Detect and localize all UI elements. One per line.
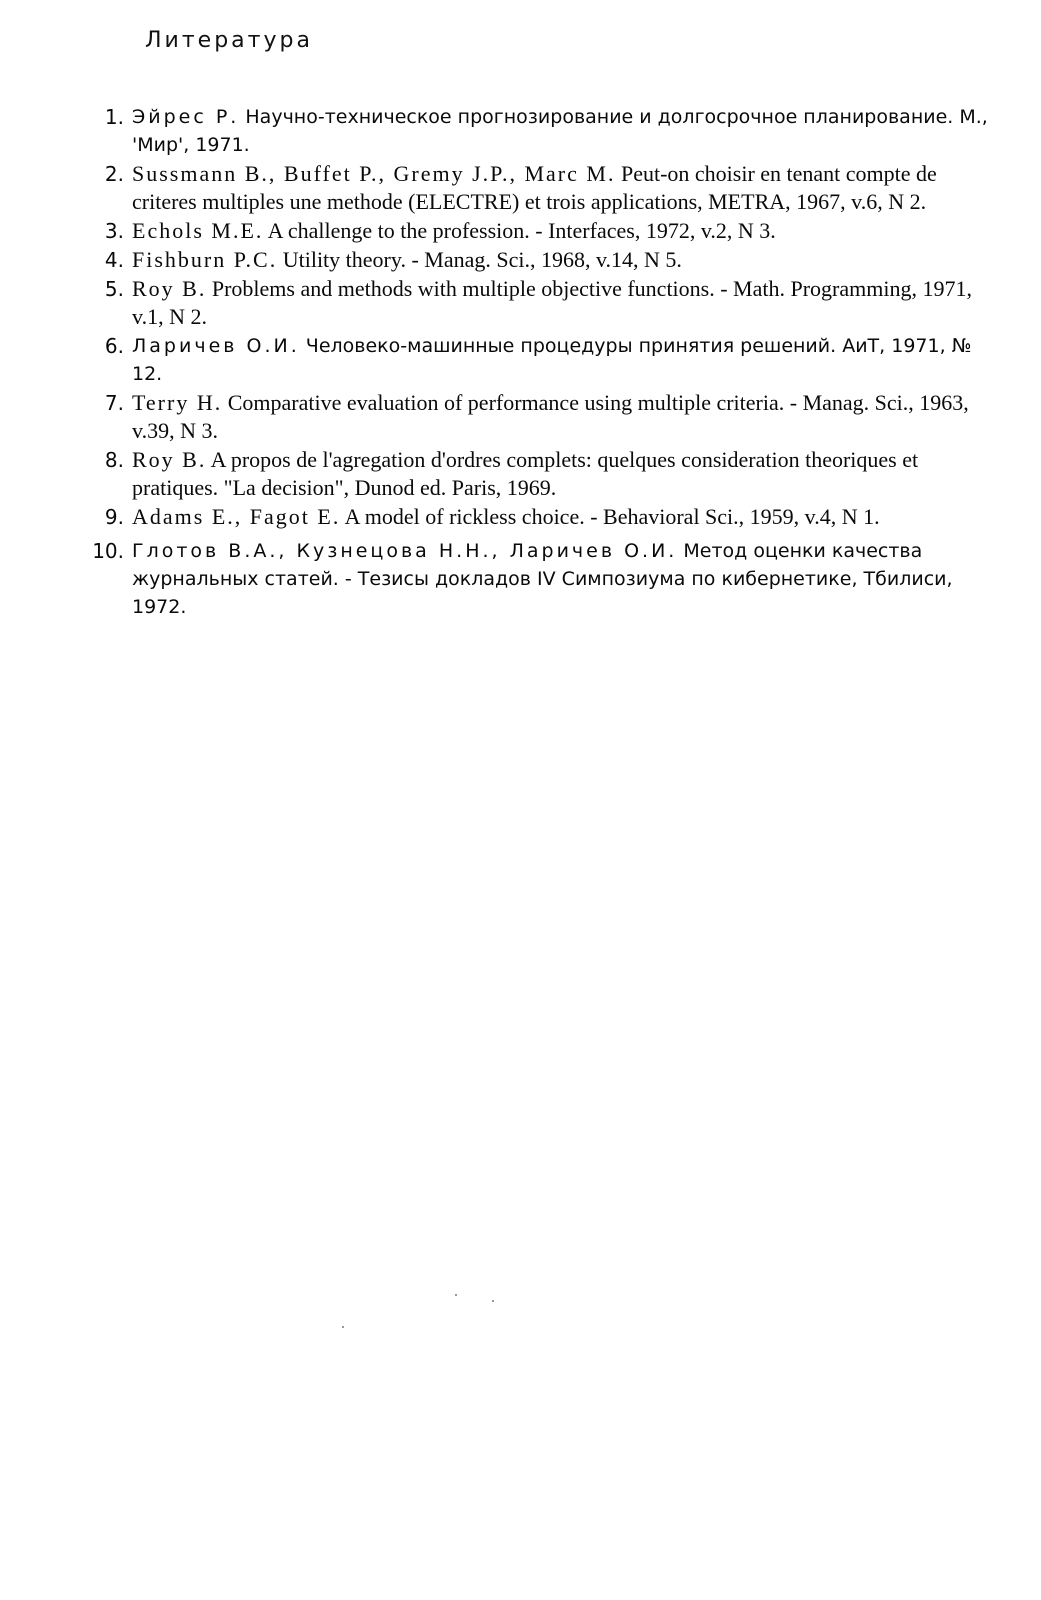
reference-text: Человеко-машинные процедуры принятия решений. АиТ, 1971, № 12. (132, 335, 972, 385)
reference-author: Fishburn P.C. (132, 247, 278, 272)
reference-item (78, 246, 990, 274)
reference-author: Roy B. (132, 447, 207, 472)
reference-author: Эйрес Р. (132, 106, 240, 128)
reference-body (132, 537, 990, 621)
reference-item (78, 446, 990, 502)
reference-body (132, 503, 990, 531)
reference-text: A challenge to the profession. - Interfaces, 1972, v.2, N 3. (263, 218, 776, 243)
reference-text: Peut-on choisir en tenant compte de criteres multiples une methode (ELECTRE) et trois applications, METRA, 1967, v.6, N 2. (132, 161, 937, 214)
reference-number: 5. (104, 277, 124, 301)
reference-author: Roy B. (132, 276, 207, 301)
reference-item (78, 389, 990, 445)
reference-text: Utility theory. - Manag. Sci., 1968, v.14, N 5. (277, 247, 682, 272)
reference-body (132, 246, 990, 274)
reference-item (78, 103, 990, 159)
reference-item (78, 332, 990, 388)
reference-body (132, 275, 990, 331)
reference-body (132, 103, 990, 159)
reference-number: 3. (104, 219, 124, 243)
reference-number: 1. (104, 105, 124, 129)
reference-text: Problems and methods with multiple objective functions. - Math. Programming, 1971, v.1, N 2. (132, 276, 972, 329)
reference-item (78, 537, 990, 621)
reference-body (132, 217, 990, 245)
reference-number: 6. (104, 334, 124, 358)
reference-author: Sussmann B., Buffet P., Gremy J.P., Marc M. (132, 161, 616, 186)
reference-item (78, 503, 990, 531)
reference-body (132, 332, 990, 388)
reference-text: Метод оценки качества журнальных статей. - Тезисы докладов IV Симпозиума по кибернетике, Тбилиси, 1972. (132, 540, 953, 618)
reference-author: Echols M.E. (132, 218, 264, 243)
reference-list (78, 103, 990, 622)
reference-author: Adams E., Fagot E. (132, 504, 341, 529)
scan-speck (455, 1294, 457, 1296)
reference-body (132, 160, 990, 216)
reference-body (132, 389, 990, 445)
reference-text: Comparative evaluation of performance using multiple criteria. - Manag. Sci., 1963, v.39, N 3. (132, 390, 969, 443)
reference-number: 9. (104, 505, 124, 529)
scan-speck (492, 1300, 494, 1302)
reference-number: 10. (92, 539, 124, 563)
reference-item (78, 275, 990, 331)
reference-number: 7. (104, 391, 124, 415)
reference-author: Terry H. (132, 390, 223, 415)
reference-item (78, 160, 990, 216)
reference-text: Научно-техническое прогнозирование и долгосрочное планирование. М., 'Мир', 1971. (132, 106, 988, 156)
reference-number: 8. (104, 448, 124, 472)
reference-author: Ларичев О.И. (132, 335, 300, 357)
reference-number: 2. (104, 162, 124, 186)
reference-text: A model of rickless choice. - Behavioral Sci., 1959, v.4, N 1. (340, 504, 880, 529)
reference-body (132, 446, 990, 502)
section-heading: Литература (145, 28, 313, 53)
reference-author: Глотов В.А., Кузнецова Н.Н., Ларичев О.И. (132, 540, 678, 562)
reference-text: A propos de l'agregation d'ordres complets: quelques consideration theoriques et pratiques. "La decision", Dunod ed. Paris, 1969. (132, 447, 919, 500)
scan-speck (342, 1326, 344, 1328)
reference-number: 4. (104, 248, 124, 272)
reference-item (78, 217, 990, 245)
